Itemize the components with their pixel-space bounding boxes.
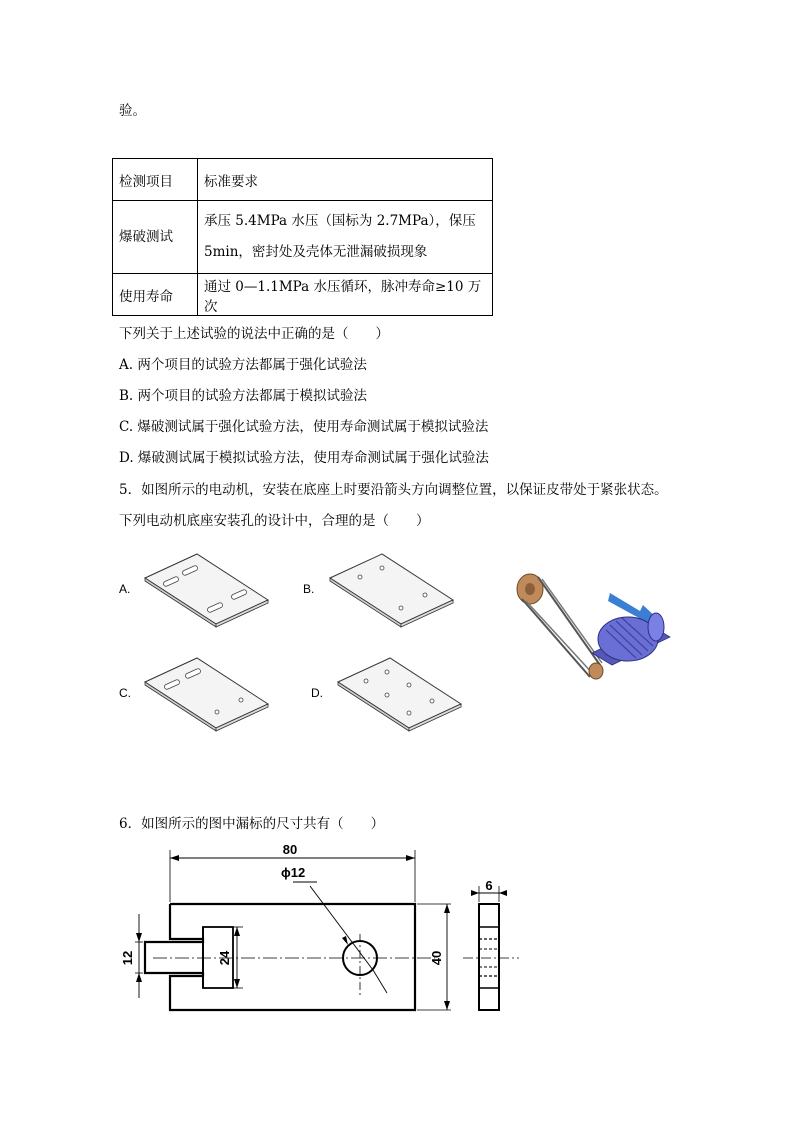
q4-option-a: A. 两个项目的试验方法都属于强化试验法 <box>119 357 367 373</box>
q4-option-b: B. 两个项目的试验方法都属于模拟试验法 <box>119 388 368 404</box>
dim-label-thickness: 6 <box>485 878 493 893</box>
spec-table <box>112 158 493 316</box>
dim-label-slot-depth: 12 <box>120 950 135 966</box>
plate-d-drawing <box>333 652 468 737</box>
table-cell-item: 爆破测试 <box>113 201 198 274</box>
table-row <box>113 201 493 274</box>
plate-c-drawing <box>140 652 275 737</box>
q4-stem: 下列关于上述试验的说法中正确的是（ ） <box>119 326 389 342</box>
q4-option-c: C. 爆破测试属于强化试验方法，使用寿命测试属于模拟试验法 <box>119 419 489 435</box>
dim-label-hole: ϕ12 <box>281 865 306 880</box>
plate-b-drawing <box>325 548 460 633</box>
table-cell-item: 使用寿命 <box>113 274 198 316</box>
requirement-line: 5min，密封处及壳体无泄漏破损现象 <box>204 244 428 260</box>
option-label-b: B. <box>303 582 315 596</box>
dim-label-height: 40 <box>429 950 444 966</box>
intro-tail-text: 验。 <box>119 103 146 119</box>
q6-stem: 6．如图所示的图中漏标的尺寸共有（ ） <box>119 816 385 832</box>
table-header-requirement: 标准要求 <box>198 159 493 201</box>
motor-belt-illustration <box>510 565 680 695</box>
table-cell-requirement: 通过 0—1.1MPa 水压循环，脉冲寿命≥10 万次 <box>198 274 493 316</box>
option-label-d: D. <box>311 686 323 700</box>
option-label-c: C. <box>119 686 131 700</box>
q5-stem-line2: 下列电动机底座安装孔的设计中，合理的是（ ） <box>119 513 430 529</box>
dim-label-slot-width: 24 <box>217 950 232 966</box>
plate-a-drawing <box>140 548 275 633</box>
requirement-line: 承压 5.4MPa 水压（国标为 2.7MPa），保压 <box>204 213 476 229</box>
option-label-a: A. <box>119 582 131 596</box>
table-row <box>113 274 493 316</box>
table-header-row <box>113 159 493 201</box>
table-cell-requirement <box>198 201 493 274</box>
q5-stem-line1: 5．如图所示的电动机，安装在底座上时要沿箭头方向调整位置，以保证皮带处于紧张状态。 <box>119 482 668 498</box>
table-header-item: 检测项目 <box>113 159 198 201</box>
dim-label-length: 80 <box>282 842 298 857</box>
technical-drawing <box>115 838 525 1018</box>
q4-option-d: D. 爆破测试属于模拟试验方法，使用寿命测试属于强化试验法 <box>119 450 489 466</box>
